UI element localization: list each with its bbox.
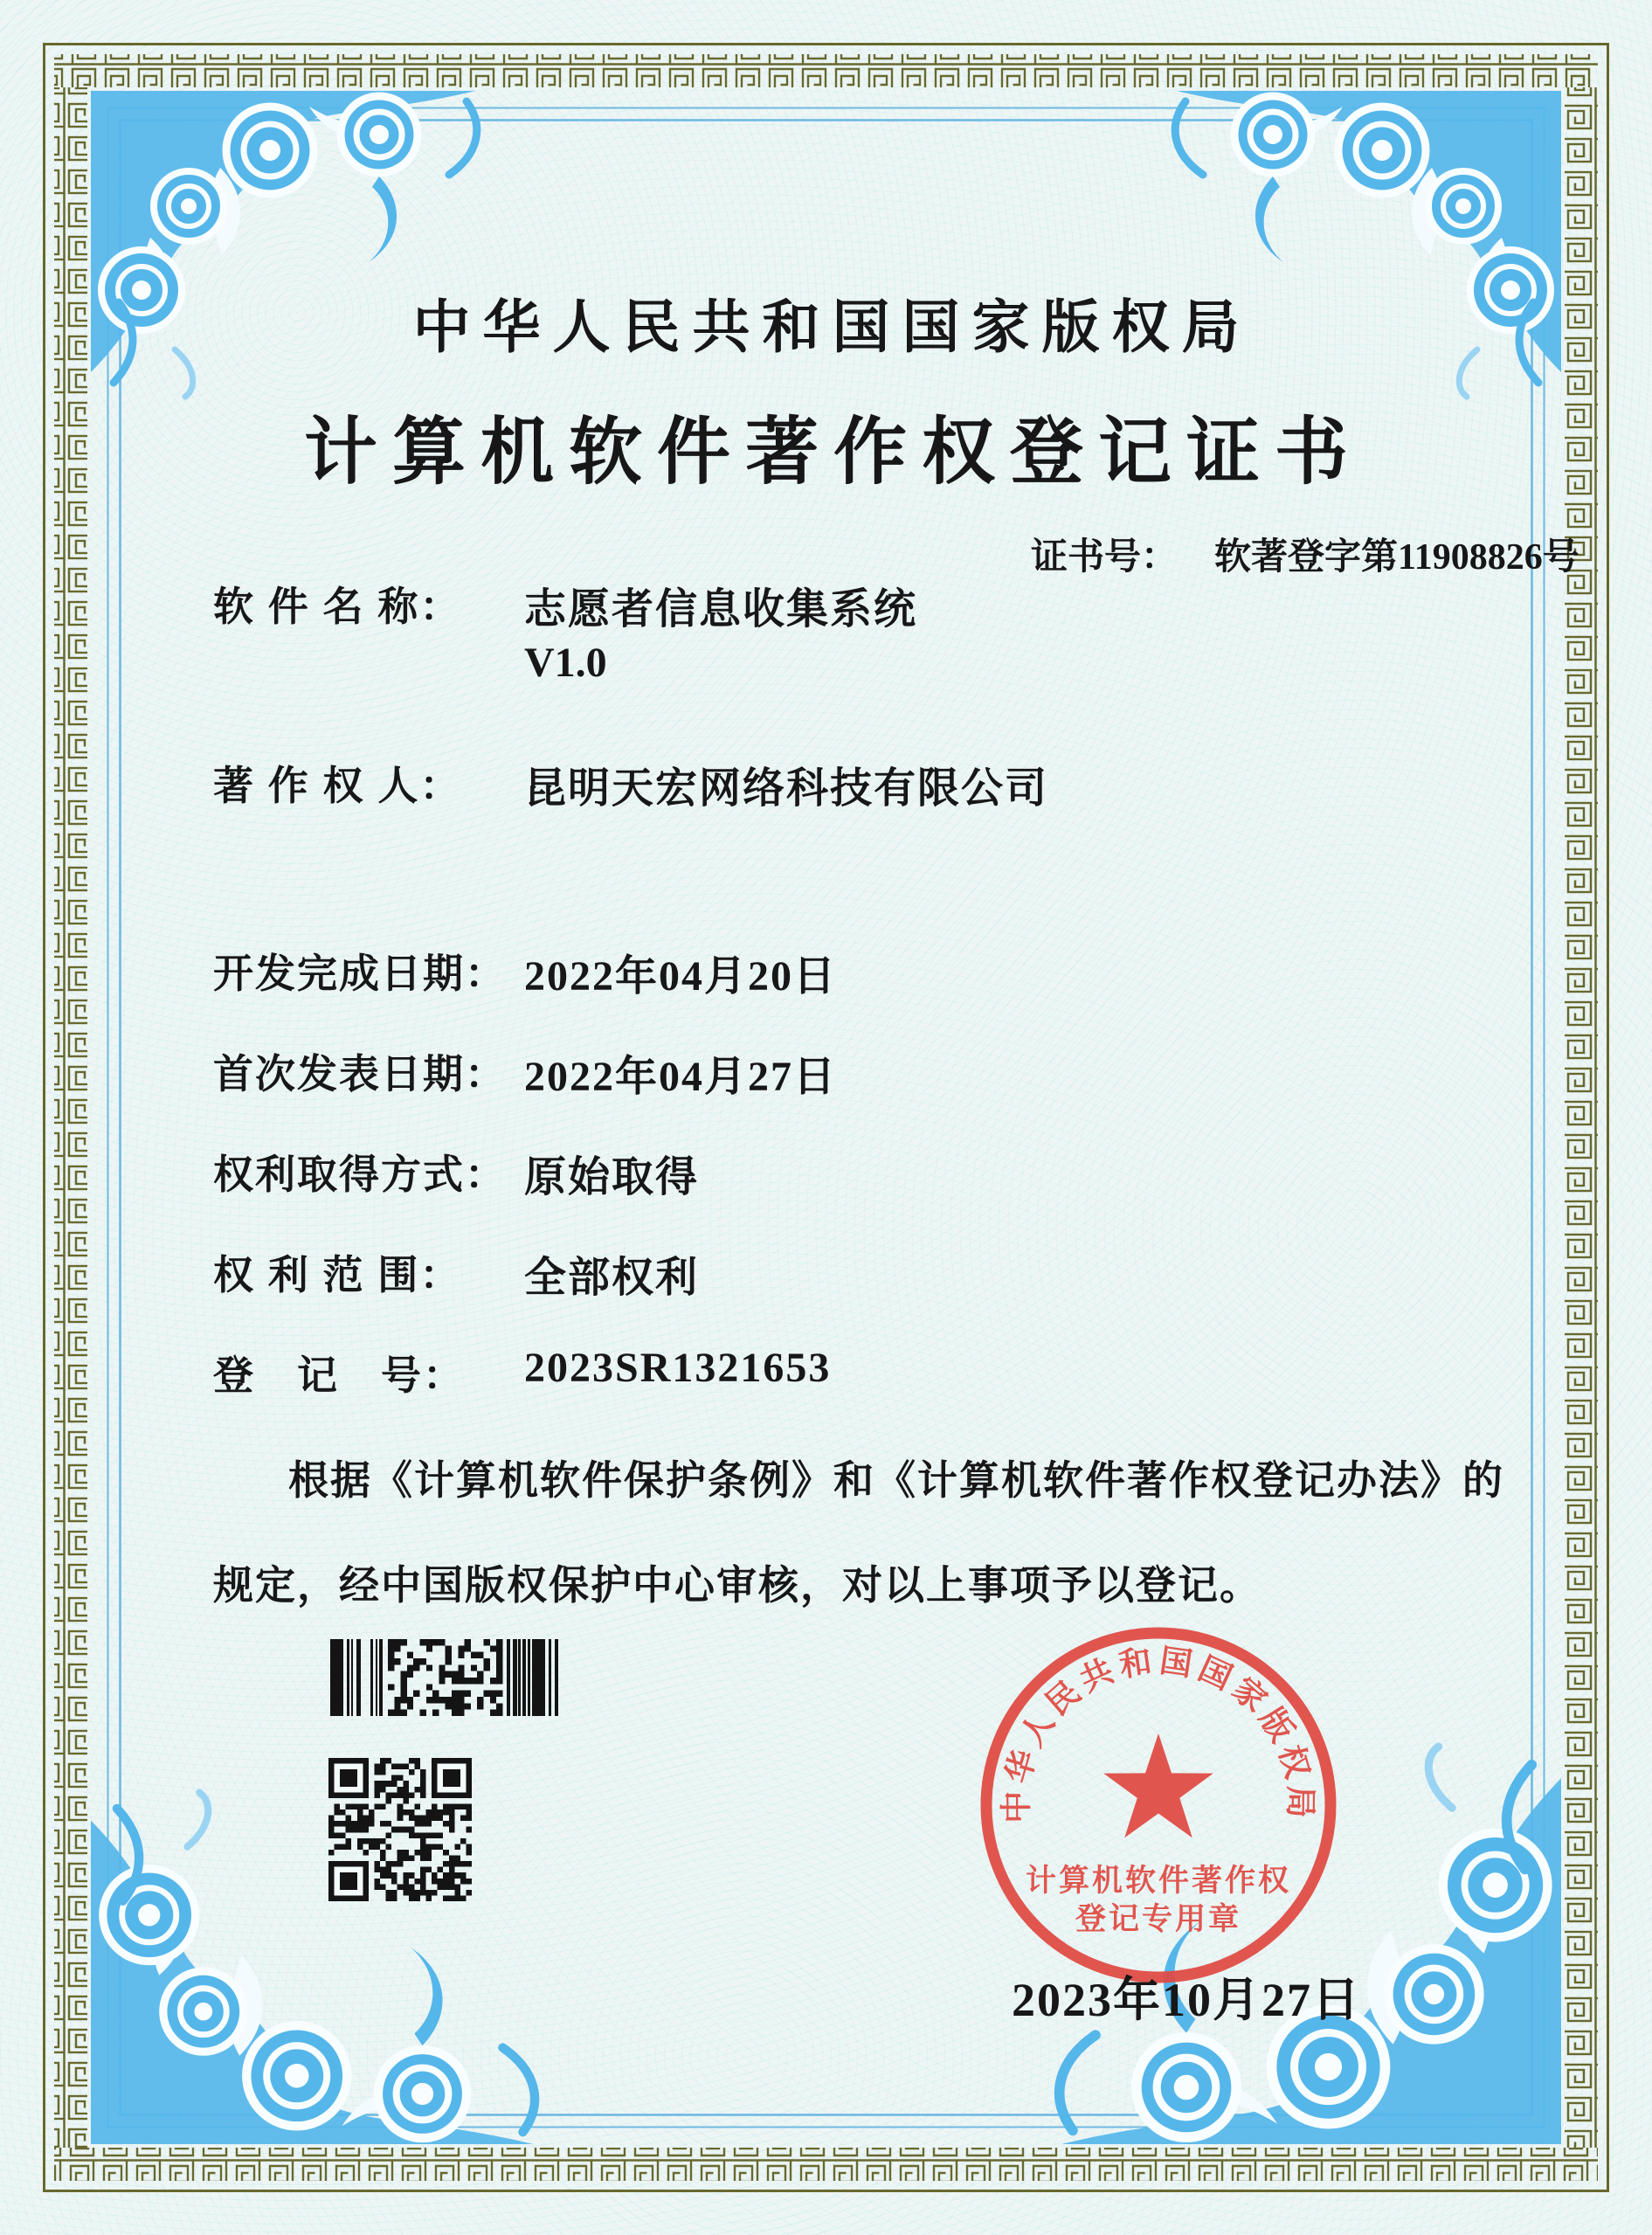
field-rights-scope — [213, 1243, 700, 1301]
qr-code-image — [328, 1758, 472, 1901]
certificate-number — [1031, 528, 1579, 580]
rights-scope-value: 全部权利 — [524, 1255, 700, 1301]
first-publish-date-label: 首次发表日期： — [213, 1051, 507, 1097]
software-name-value: 志愿者信息收集系统 — [524, 586, 918, 633]
rights-acquisition-value: 原始取得 — [524, 1154, 700, 1201]
border-outer-line — [45, 45, 1608, 2191]
field-rights-acquisition — [213, 1143, 700, 1201]
field-copyright-owner — [213, 754, 1049, 812]
field-software-name — [213, 575, 918, 633]
border-meander-top — [54, 54, 1598, 87]
statement-line-1: 根据《计算机软件保护条例》和《计算机软件著作权登记办法》的 — [288, 1457, 1504, 1503]
field-dev-complete-date — [213, 942, 838, 1000]
star-icon — [1103, 1733, 1213, 1837]
barcode-image — [330, 1639, 559, 1716]
software-version: V1.0 — [524, 640, 607, 686]
official-seal — [966, 1613, 1351, 1997]
copyright-owner-value: 昆明天宏网络科技有限公司 — [524, 765, 1049, 812]
software-name-label: 软 件 名 称： — [213, 584, 462, 629]
seal-line-2: 登记专用章 — [1075, 1902, 1242, 1936]
certificate-number-value: 软著登字第11908826号 — [1214, 537, 1579, 578]
dev-complete-date-label: 开发完成日期： — [213, 951, 507, 996]
seal-ring-text: 中华人民共和国国家版权局 — [999, 1643, 1318, 1823]
field-registration-no — [213, 1344, 832, 1401]
copyright-owner-label: 著 作 权 人： — [213, 763, 462, 808]
registration-no-label: 登 记 号： — [213, 1353, 465, 1398]
issue-date: 2023年10月27日 — [1012, 1974, 1361, 2026]
border-meander-bottom — [54, 2148, 1598, 2181]
registration-no-value: 2023SR1321653 — [524, 1345, 832, 1391]
dev-complete-date-value: 2022年04月20日 — [524, 953, 838, 1000]
field-first-publish-date — [213, 1042, 838, 1100]
authority-title: 中华人民共和国国家版权局 — [412, 294, 1252, 359]
certificate-number-label: 证书号： — [1031, 537, 1179, 578]
rights-acquisition-label: 权利取得方式： — [213, 1152, 507, 1197]
rights-scope-label: 权 利 范 围： — [213, 1252, 462, 1297]
first-publish-date-value: 2022年04月27日 — [524, 1054, 838, 1100]
certificate-title: 计算机软件著作权登记证书 — [303, 411, 1363, 493]
statement-line-2: 规定，经中国版权保护中心审核，对以上事项予以登记。 — [213, 1562, 1261, 1608]
seal-line-1: 计算机软件著作权 — [1025, 1864, 1292, 1898]
